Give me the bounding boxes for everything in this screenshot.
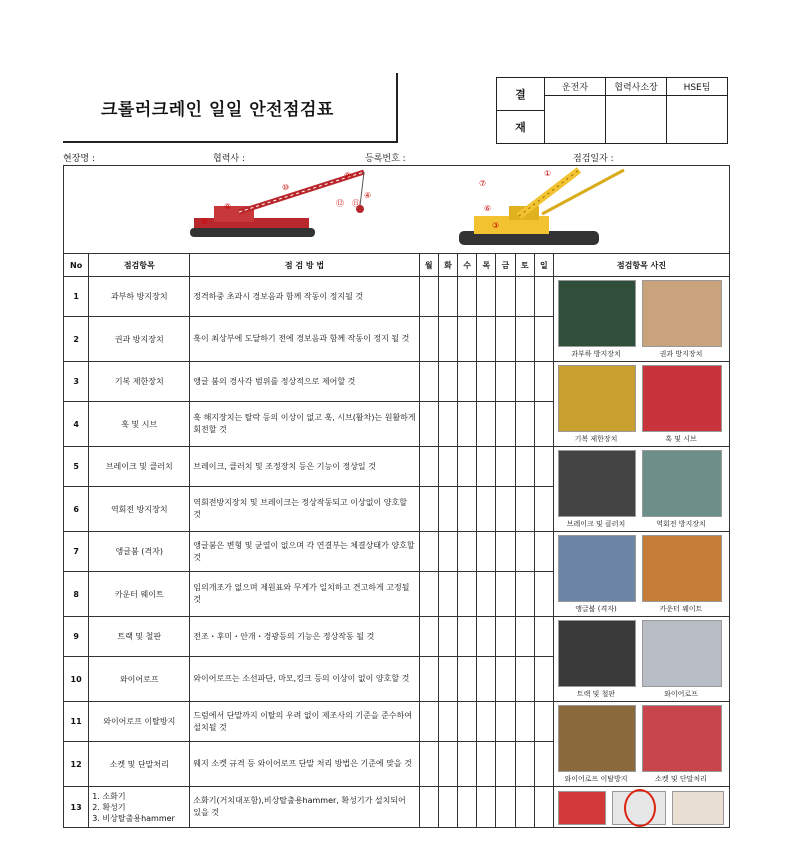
row-no: 5 xyxy=(64,447,89,487)
check-cell[interactable] xyxy=(438,787,457,828)
photo-cell xyxy=(553,277,729,362)
row-no: 11 xyxy=(64,702,89,742)
check-cell[interactable] xyxy=(534,742,553,787)
check-cell[interactable] xyxy=(515,487,534,532)
svg-text:⑩: ⑩ xyxy=(282,183,290,192)
svg-text:⑨: ⑨ xyxy=(344,171,352,180)
check-cell[interactable] xyxy=(534,787,553,828)
check-cell[interactable] xyxy=(458,532,477,572)
header-day-thu: 목 xyxy=(477,254,496,277)
header-no: No xyxy=(64,254,89,277)
check-cell[interactable] xyxy=(458,362,477,402)
title-box xyxy=(63,73,398,143)
check-cell[interactable] xyxy=(477,617,496,657)
svg-text:③: ③ xyxy=(492,221,500,230)
table-row xyxy=(64,617,730,657)
check-cell[interactable] xyxy=(496,362,515,402)
photo-caption-left: 브레이크 및 클러치 xyxy=(566,520,626,528)
approval-role-hse: HSE팀 xyxy=(667,78,728,96)
photo-cell xyxy=(553,617,729,702)
crane-diagram-banner xyxy=(64,166,730,254)
photo-left xyxy=(558,620,636,687)
check-cell[interactable] xyxy=(419,702,438,742)
check-cell[interactable] xyxy=(419,317,438,362)
photo-left xyxy=(558,450,636,517)
check-cell[interactable] xyxy=(515,787,534,828)
check-cell[interactable] xyxy=(458,487,477,532)
row-no: 13 xyxy=(64,787,89,828)
photo-left xyxy=(558,705,636,772)
header-row xyxy=(64,254,730,277)
check-cell[interactable] xyxy=(438,532,457,572)
check-cell[interactable] xyxy=(419,572,438,617)
header-photo: 점검항목 사진 xyxy=(553,254,729,277)
check-cell[interactable] xyxy=(438,702,457,742)
row-item: 와이어로프 이탈방지 xyxy=(89,702,190,742)
check-cell[interactable] xyxy=(419,402,438,447)
row-no: 6 xyxy=(64,487,89,532)
photo-caption-right: 역회전 방지장치 xyxy=(656,520,706,528)
check-cell[interactable] xyxy=(477,402,496,447)
check-cell[interactable] xyxy=(534,532,553,572)
svg-text:⑤: ⑤ xyxy=(201,217,209,226)
row-item: 역회전 방지장치 xyxy=(89,487,190,532)
approval-label-1: 결 xyxy=(497,78,545,111)
reg-no-label: 등록번호 : xyxy=(365,154,406,164)
check-cell[interactable] xyxy=(534,402,553,447)
check-cell[interactable] xyxy=(458,317,477,362)
photo-caption-left: 트랙 및 철판 xyxy=(576,690,616,698)
photo-right xyxy=(642,705,722,772)
row-no: 8 xyxy=(64,572,89,617)
check-cell[interactable] xyxy=(496,742,515,787)
row-method: 정격하중 초과시 경보음과 함께 작동이 정지될 것 xyxy=(190,277,419,317)
table-row xyxy=(64,447,730,487)
check-cell[interactable] xyxy=(458,447,477,487)
check-cell[interactable] xyxy=(534,487,553,532)
check-cell[interactable] xyxy=(496,572,515,617)
approval-label-2: 재 xyxy=(497,111,545,144)
check-cell[interactable] xyxy=(458,657,477,702)
sign-hse[interactable] xyxy=(667,96,728,144)
svg-text:⑧: ⑧ xyxy=(224,202,232,211)
header-day-sun: 일 xyxy=(534,254,553,277)
page-title: 크롤러크레인 일일 안전점검표 xyxy=(101,100,334,120)
svg-text:①: ① xyxy=(544,169,552,178)
check-cell[interactable] xyxy=(419,277,438,317)
row-item: 소켓 및 단말처리 xyxy=(89,742,190,787)
check-cell[interactable] xyxy=(419,447,438,487)
photo-left xyxy=(558,535,636,602)
row-item: 훅 및 시브 xyxy=(89,402,190,447)
check-cell[interactable] xyxy=(419,617,438,657)
photo-cell xyxy=(553,447,729,532)
svg-text:⑥: ⑥ xyxy=(484,204,492,213)
photo-caption-left: 과부하 방지장치 xyxy=(571,350,621,358)
row-method: 드럼에서 단말까지 이탈의 우려 없이 제조사의 기준을 준수하여 설치될 것 xyxy=(190,702,419,742)
photo-caption-right: 와이어로프 xyxy=(664,690,698,698)
row-no: 2 xyxy=(64,317,89,362)
photo-left xyxy=(558,365,636,432)
photo-caption-left: 와이어로프 이탈방지 xyxy=(564,775,628,783)
check-cell[interactable] xyxy=(534,447,553,487)
check-cell[interactable] xyxy=(477,362,496,402)
check-cell[interactable] xyxy=(534,617,553,657)
crane-diagram xyxy=(64,166,731,253)
check-cell[interactable] xyxy=(515,742,534,787)
check-cell[interactable] xyxy=(477,447,496,487)
check-cell[interactable] xyxy=(496,402,515,447)
photo-caption-right: 카운터 웨이트 xyxy=(659,605,703,613)
svg-text:⑦: ⑦ xyxy=(479,179,487,188)
sign-partner[interactable] xyxy=(606,96,667,144)
row-no: 1 xyxy=(64,277,89,317)
row-item-line: 2. 확성기 xyxy=(92,802,126,812)
row-no: 3 xyxy=(64,362,89,402)
row-method: 훅 해지장치는 탈락 등의 이상이 없고 훅, 시브(활차)는 원활하게 회전할 것 xyxy=(190,402,419,447)
row-method: 앵글붐은 변형 및 균열이 없으며 각 연결부는 체결상태가 양호할 것 xyxy=(190,532,419,572)
check-cell[interactable] xyxy=(534,362,553,402)
check-cell[interactable] xyxy=(496,447,515,487)
check-cell[interactable] xyxy=(419,532,438,572)
check-cell[interactable] xyxy=(438,447,457,487)
header-day-sat: 토 xyxy=(515,254,534,277)
row-method: 전조・후미・안개・경광등의 기능은 정상작동 될 것 xyxy=(190,617,419,657)
highlight-circle xyxy=(624,789,656,827)
check-cell[interactable] xyxy=(477,487,496,532)
check-cell[interactable] xyxy=(496,277,515,317)
check-cell[interactable] xyxy=(477,277,496,317)
row-method: 브레이크, 클러치 및 조정장치 등은 기능이 정상일 것 xyxy=(190,447,419,487)
date-label: 점검일자 : xyxy=(573,154,614,164)
check-cell[interactable] xyxy=(458,402,477,447)
check-cell[interactable] xyxy=(534,572,553,617)
check-cell[interactable] xyxy=(419,742,438,787)
photo-left xyxy=(558,280,636,347)
row-item: 브레이크 및 클러치 xyxy=(89,447,190,487)
table-row xyxy=(64,702,730,742)
check-cell[interactable] xyxy=(438,362,457,402)
photo-caption-right: 소켓 및 단말처리 xyxy=(655,775,707,783)
check-cell[interactable] xyxy=(496,317,515,362)
partner-label: 협력사 : xyxy=(213,154,245,164)
row-item: 권과 방지장치 xyxy=(89,317,190,362)
header-day-tue: 화 xyxy=(438,254,457,277)
svg-text:⑫: ⑫ xyxy=(336,199,344,208)
header-day-wed: 수 xyxy=(458,254,477,277)
row-method: 역회전방지장치 및 브레이크는 정상작동되고 이상없이 양호할 것 xyxy=(190,487,419,532)
check-cell[interactable] xyxy=(438,657,457,702)
svg-text:④: ④ xyxy=(364,191,372,200)
check-cell[interactable] xyxy=(477,532,496,572)
site-label: 현장명 : xyxy=(63,154,95,164)
check-cell[interactable] xyxy=(534,702,553,742)
check-cell[interactable] xyxy=(496,787,515,828)
row-method: 와이어로프는 소선파단, 마모,킹크 등의 이상이 없이 양호할 것 xyxy=(190,657,419,702)
check-cell[interactable] xyxy=(496,617,515,657)
check-cell[interactable] xyxy=(477,787,496,828)
fire-extinguisher-photo xyxy=(558,791,606,825)
check-cell[interactable] xyxy=(515,447,534,487)
check-cell[interactable] xyxy=(438,487,457,532)
check-cell[interactable] xyxy=(477,702,496,742)
photo-caption-right: 권과 방지장치 xyxy=(659,350,703,358)
row-item: 카운터 웨이트 xyxy=(89,572,190,617)
check-cell[interactable] xyxy=(458,277,477,317)
check-cell[interactable] xyxy=(477,657,496,702)
check-cell[interactable] xyxy=(515,532,534,572)
inspection-table xyxy=(63,165,730,828)
header-method: 점 검 방 법 xyxy=(190,254,419,277)
check-cell[interactable] xyxy=(419,362,438,402)
check-cell[interactable] xyxy=(496,487,515,532)
check-cell[interactable] xyxy=(515,277,534,317)
check-cell[interactable] xyxy=(534,277,553,317)
header-day-fri: 금 xyxy=(496,254,515,277)
approval-table xyxy=(496,77,728,144)
check-cell[interactable] xyxy=(458,572,477,617)
row-method: 웨지 소켓 규격 등 와이어로프 단말 처리 방법은 기준에 맞을 것 xyxy=(190,742,419,787)
check-cell[interactable] xyxy=(458,787,477,828)
approval-role-driver: 운전자 xyxy=(545,78,606,96)
check-cell[interactable] xyxy=(438,317,457,362)
row-no: 10 xyxy=(64,657,89,702)
row-method: 훅이 최상부에 도달하기 전에 경보음과 함께 작동이 정지 될 것 xyxy=(190,317,419,362)
photo-right xyxy=(642,620,722,687)
check-cell[interactable] xyxy=(515,402,534,447)
check-cell[interactable] xyxy=(438,572,457,617)
row-item-line: 3. 비상탈출용hammer xyxy=(92,813,175,823)
check-cell[interactable] xyxy=(515,572,534,617)
check-cell[interactable] xyxy=(438,742,457,787)
check-cell[interactable] xyxy=(515,317,534,362)
photo-right xyxy=(642,535,722,602)
row-no: 4 xyxy=(64,402,89,447)
photo-cell xyxy=(553,362,729,447)
check-cell[interactable] xyxy=(496,532,515,572)
row-method: 앵글 붐의 경사각 범위를 정상적으로 제어할 것 xyxy=(190,362,419,402)
check-cell[interactable] xyxy=(496,702,515,742)
row-item xyxy=(89,787,190,828)
check-cell[interactable] xyxy=(515,362,534,402)
photo-right xyxy=(642,280,722,347)
photo-cell xyxy=(553,787,729,828)
row-item-line: 1. 소화기 xyxy=(92,791,126,801)
table-row xyxy=(64,532,730,572)
row-item: 앵글붐 (격자) xyxy=(89,532,190,572)
row-item: 트랙 및 철판 xyxy=(89,617,190,657)
check-cell[interactable] xyxy=(458,742,477,787)
photo-caption-left: 앵글붐 (격자) xyxy=(575,605,617,613)
row-no: 7 xyxy=(64,532,89,572)
row-item: 와이어로프 xyxy=(89,657,190,702)
check-cell[interactable] xyxy=(438,617,457,657)
check-cell[interactable] xyxy=(534,657,553,702)
row-no: 9 xyxy=(64,617,89,657)
check-cell[interactable] xyxy=(438,277,457,317)
header-item: 점검항목 xyxy=(89,254,190,277)
check-cell[interactable] xyxy=(458,702,477,742)
check-cell[interactable] xyxy=(496,657,515,702)
check-cell[interactable] xyxy=(515,657,534,702)
table-row xyxy=(64,362,730,402)
check-cell[interactable] xyxy=(477,572,496,617)
check-cell[interactable] xyxy=(477,317,496,362)
photo-cell xyxy=(553,702,729,787)
table-row xyxy=(64,277,730,317)
svg-text:⑪: ⑪ xyxy=(352,199,360,208)
row-no: 12 xyxy=(64,742,89,787)
photo-caption-left: 기복 제한장치 xyxy=(574,435,618,443)
check-cell[interactable] xyxy=(515,702,534,742)
header-day-mon: 월 xyxy=(419,254,438,277)
check-cell[interactable] xyxy=(534,317,553,362)
row-method: 임의개조가 없으며 제원표와 무게가 일치하고 견고하게 고정될 것 xyxy=(190,572,419,617)
photo-right xyxy=(642,365,722,432)
check-cell[interactable] xyxy=(419,487,438,532)
check-cell[interactable] xyxy=(515,617,534,657)
table-row xyxy=(64,787,730,828)
photo-caption-right: 훅 및 시브 xyxy=(665,435,697,443)
approval-role-partner: 협력사소장 xyxy=(606,78,667,96)
check-cell[interactable] xyxy=(419,657,438,702)
sign-driver[interactable] xyxy=(545,96,606,144)
photo-cell xyxy=(553,532,729,617)
hammer-photo xyxy=(672,791,724,825)
row-item: 과부하 방지장치 xyxy=(89,277,190,317)
row-method: 소화기(거치대포함),비상탈출용hammer, 확성기가 설치되어 있을 것 xyxy=(190,787,419,828)
check-cell[interactable] xyxy=(477,742,496,787)
row-item: 기복 제한장치 xyxy=(89,362,190,402)
check-cell[interactable] xyxy=(419,787,438,828)
check-cell[interactable] xyxy=(438,402,457,447)
check-cell[interactable] xyxy=(458,617,477,657)
photo-right xyxy=(642,450,722,517)
